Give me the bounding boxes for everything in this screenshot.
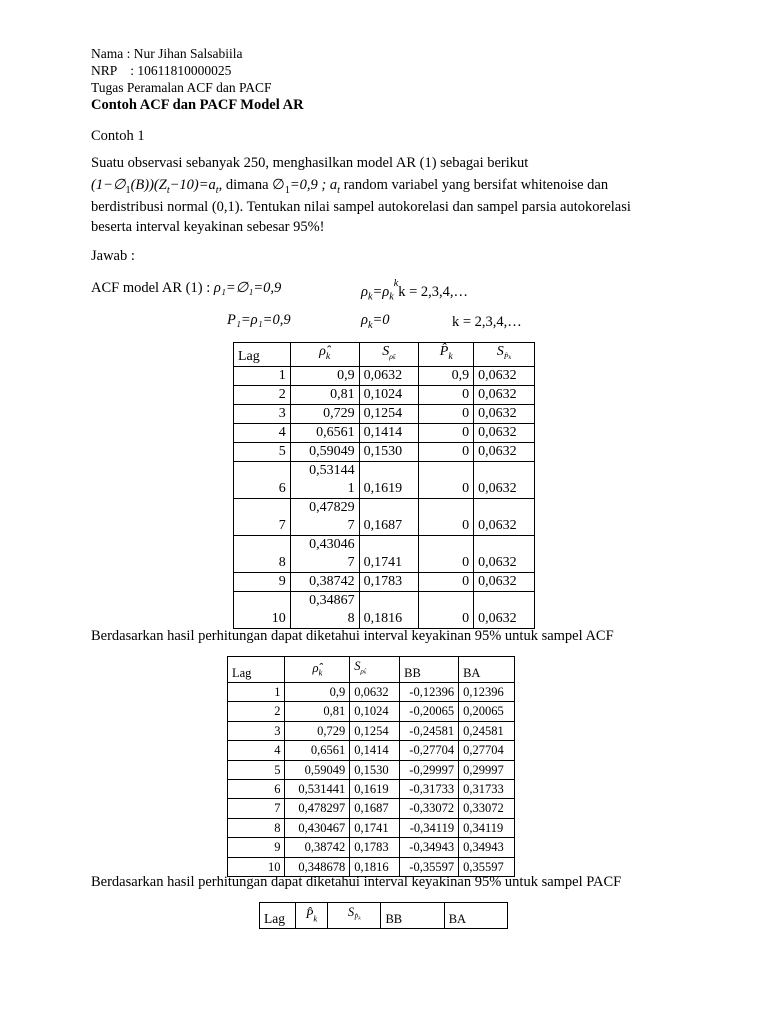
answer-label: Jawab :: [91, 248, 135, 264]
col-p-hat: $P̂_k$: [295, 903, 328, 929]
problem-paragraph-line4: beserta interval keyakinan sebesar 95%!: [91, 219, 325, 235]
cell-lag: 4: [228, 741, 285, 760]
cell-s-rho: 0,1530: [359, 442, 419, 461]
cell-s-rho: 0,1024: [350, 702, 400, 721]
pacf-equation: P₁=ρ₁=0,9: [227, 312, 291, 328]
cell-s-p: 0,0632: [474, 461, 535, 498]
table-row: [234, 572, 535, 591]
eq-part-f: random variabel yang bersifat whitenoise dan: [339, 177, 609, 193]
cell-bb: -0,29997: [400, 760, 459, 779]
table-row: [234, 442, 535, 461]
cell-lag: 9: [234, 572, 291, 591]
document-title: Contoh ACF dan PACF Model AR: [91, 97, 304, 113]
cell-rho-hat: 0,348678: [285, 857, 350, 876]
col-s-p: $S_{P̂_k}$: [474, 343, 535, 367]
cell-s-rho: 0,1024: [359, 385, 419, 404]
col-rho-hat: $\rhô_k$: [290, 343, 359, 367]
cell-p-hat: 0: [419, 423, 474, 442]
col-s-p: $S_{P̂_k}$: [328, 903, 381, 929]
table-row: [228, 741, 515, 760]
cell-bb: -0,33072: [400, 799, 459, 818]
col-lag: Lag: [228, 657, 285, 683]
cell-s-rho: 0,1254: [359, 404, 419, 423]
acf-label: ACF model AR (1) :: [91, 280, 214, 296]
cell-rho-hat: [290, 591, 359, 628]
cell-ba: 0,24581: [459, 721, 515, 740]
cell-rho-hat: 0,59049: [285, 760, 350, 779]
table-row: [234, 461, 535, 498]
cell-s-rho: 0,1619: [350, 779, 400, 798]
cell-ba: 0,20065: [459, 702, 515, 721]
cell-s-rho: 0,1816: [350, 857, 400, 876]
cell-rho-hat: [290, 423, 359, 442]
table-row: [228, 682, 515, 701]
acf-formula-line: [91, 278, 281, 298]
cell-p-hat: 0: [419, 591, 474, 628]
cell-rho-part: 0,38742: [309, 573, 355, 589]
table-row: [228, 838, 515, 857]
cell-s-rho: 0,1414: [350, 741, 400, 760]
eq-part-d: , dimana ∅: [218, 177, 285, 193]
cell-s-rho: 0,1816: [359, 591, 419, 628]
cell-lag: 8: [228, 818, 285, 837]
rho-kk-symbol: ρ: [361, 312, 368, 328]
cell-bb: -0,34119: [400, 818, 459, 837]
cell-lag: 1: [234, 366, 291, 385]
cell-lag: 6: [234, 461, 291, 498]
cell-bb: -0,27704: [400, 741, 459, 760]
table-header-row: [228, 657, 515, 683]
eq-part-c: −10)=a: [169, 177, 216, 193]
cell-rho-part: 7: [347, 554, 355, 570]
cell-p-hat: 0: [419, 572, 474, 591]
cell-ba: 0,35597: [459, 857, 515, 876]
task-title: Tugas Peramalan ACF dan PACF: [91, 80, 272, 95]
student-name: Nama : Nur Jihan Salsabiila: [91, 46, 243, 61]
cell-rho-hat: 0,6561: [285, 741, 350, 760]
cell-rho-hat: 0,729: [285, 721, 350, 740]
cell-rho-part: 0,47829: [309, 499, 355, 515]
cell-s-rho: 0,1619: [359, 461, 419, 498]
cell-p-hat: 0: [419, 461, 474, 498]
cell-lag: 4: [234, 423, 291, 442]
cell-bb: -0,12396: [400, 682, 459, 701]
student-nrp: NRP : 10611810000025: [91, 63, 232, 78]
cell-rho-hat: [290, 366, 359, 385]
col-rho-hat: $\rhô_k$: [285, 657, 350, 683]
cell-s-p: 0,0632: [474, 423, 535, 442]
cell-rho-part: 8: [347, 610, 355, 626]
cell-lag: 8: [234, 535, 291, 572]
cell-bb: -0,35597: [400, 857, 459, 876]
rho-equals: =ρ: [372, 283, 390, 300]
cell-bb: -0,24581: [400, 721, 459, 740]
cell-p-hat: 0,9: [419, 366, 474, 385]
cell-s-p: 0,0632: [474, 498, 535, 535]
cell-rho-part: 1: [347, 480, 355, 496]
cell-s-rho: 0,1414: [359, 423, 419, 442]
table-row: [228, 818, 515, 837]
cell-bb: -0,20065: [400, 702, 459, 721]
eq-part-e: =0,9 ; a: [289, 177, 338, 193]
cell-s-rho: 0,1530: [350, 760, 400, 779]
cell-rho-hat: 0,81: [285, 702, 350, 721]
rho-power: k: [393, 278, 399, 289]
cell-rho-hat: 0,531441: [285, 779, 350, 798]
cell-s-p: 0,0632: [474, 572, 535, 591]
cell-ba: 0,33072: [459, 799, 515, 818]
table-row: [228, 779, 515, 798]
cell-rho-part: 7: [347, 517, 355, 533]
cell-rho-hat: [290, 442, 359, 461]
cell-rho-part: 0,43046: [309, 536, 355, 552]
cell-rho-part: 0,6561: [316, 424, 355, 440]
cell-s-rho: 0,1254: [350, 721, 400, 740]
cell-ba: 0,12396: [459, 682, 515, 701]
cell-lag: 10: [228, 857, 285, 876]
cell-rho-part: 0,34867: [309, 592, 355, 608]
cell-lag: 5: [228, 760, 285, 779]
cell-lag: 3: [234, 404, 291, 423]
cell-ba: 0,34943: [459, 838, 515, 857]
rho-k-range: k = 2,3,4,…: [398, 283, 469, 300]
cell-lag: 7: [228, 799, 285, 818]
table-header-row: [260, 903, 508, 929]
cell-rho-part: 0,53144: [309, 462, 355, 478]
cell-p-hat: 0: [419, 498, 474, 535]
pacf-interval-table: [259, 902, 508, 929]
cell-p-hat: 0: [419, 404, 474, 423]
cell-rho-part: 0,9: [337, 367, 355, 383]
cell-p-hat: 0: [419, 442, 474, 461]
acf-equation: ρ₁=∅₁=0,9: [213, 280, 282, 296]
cell-s-rho: 0,1741: [359, 535, 419, 572]
cell-ba: 0,27704: [459, 741, 515, 760]
col-s-rho: $S_{\rhô_k}$: [359, 343, 419, 367]
table-header-row: [234, 343, 535, 367]
table-row: [234, 404, 535, 423]
cell-lag: 1: [228, 682, 285, 701]
problem-paragraph-line1: Suatu observasi sebanyak 250, menghasilkan model AR (1) sebagai berikut: [91, 155, 529, 171]
table-row: [234, 423, 535, 442]
cell-rho-hat: 0,478297: [285, 799, 350, 818]
cell-s-p: 0,0632: [474, 442, 535, 461]
cell-lag: 9: [228, 838, 285, 857]
col-p-hat: $P̂_k$: [419, 343, 474, 367]
cell-p-hat: 0: [419, 385, 474, 404]
col-s-rho: $S_{\rhô_k}$: [350, 657, 400, 683]
rho-kk-range: k = 2,3,4,…: [452, 314, 522, 330]
acf-pacf-table: [233, 342, 535, 629]
cell-s-rho: 0,1687: [359, 498, 419, 535]
cell-rho-hat: 0,9: [285, 682, 350, 701]
cell-rho-part: 0,59049: [309, 443, 355, 459]
cell-s-p: 0,0632: [474, 535, 535, 572]
col-bb: BB: [400, 657, 459, 683]
eq-part-a: (1−∅: [91, 177, 126, 193]
cell-lag: 6: [228, 779, 285, 798]
cell-s-rho: 0,1741: [350, 818, 400, 837]
cell-s-rho: 0,1783: [350, 838, 400, 857]
rho-k-formula: $\rho_k=\rho_k^kk$ = 2,3,4,…: [361, 278, 469, 303]
table-row: [228, 760, 515, 779]
pacf-formula: [227, 310, 291, 330]
cell-rho-hat: [290, 461, 359, 498]
problem-equation-line: $(1-\emptyset_1(B))(Z_t-10)=a_t$, dimana $\emptyset_1=0,9$ ; $a_t$ random variabel yang bersifat whitenoise dan: [91, 177, 609, 196]
cell-lag: 10: [234, 591, 291, 628]
cell-rho-hat: [290, 572, 359, 591]
pacf-interval-caption: Berdasarkan hasil perhitungan dapat diketahui interval keyakinan 95% untuk sampel PACF: [91, 874, 622, 890]
acf-interval-caption: Berdasarkan hasil perhitungan dapat diketahui interval keyakinan 95% untuk sampel ACF: [91, 628, 614, 644]
table-row: [228, 799, 515, 818]
problem-paragraph-line3: berdistribusi normal (0,1). Tentukan nilai sampel autokorelasi dan sampel parsia autokorelasi: [91, 199, 631, 215]
cell-rho-part: 0,729: [323, 405, 355, 421]
cell-bb: -0,31733: [400, 779, 459, 798]
cell-s-p: 0,0632: [474, 366, 535, 385]
cell-s-rho: 0,0632: [359, 366, 419, 385]
table-row: [228, 721, 515, 740]
cell-p-hat: 0: [419, 535, 474, 572]
cell-lag: 3: [228, 721, 285, 740]
table-row: [228, 702, 515, 721]
rho-kk-formula: $\rho_k=0$: [361, 312, 390, 331]
cell-ba: 0,34119: [459, 818, 515, 837]
cell-rho-part: 0,81: [330, 386, 355, 402]
cell-lag: 2: [234, 385, 291, 404]
col-lag: Lag: [234, 343, 291, 367]
table-row: [234, 591, 535, 628]
table-row: [234, 385, 535, 404]
col-bb: BB: [381, 903, 444, 929]
cell-rho-hat: 0,38742: [285, 838, 350, 857]
table-row: [234, 535, 535, 572]
cell-bb: -0,34943: [400, 838, 459, 857]
rho-kk-equals: =0: [372, 312, 390, 328]
cell-s-p: 0,0632: [474, 591, 535, 628]
cell-lag: 7: [234, 498, 291, 535]
cell-s-rho: 0,0632: [350, 682, 400, 701]
rho-symbol: ρ: [361, 283, 368, 300]
acf-interval-table: [227, 656, 515, 877]
col-lag: Lag: [260, 903, 296, 929]
cell-ba: 0,31733: [459, 779, 515, 798]
cell-rho-hat: [290, 535, 359, 572]
eq-part-b: (B))(Z: [130, 177, 167, 193]
cell-s-p: 0,0632: [474, 385, 535, 404]
table-row: [234, 498, 535, 535]
cell-s-rho: 0,1783: [359, 572, 419, 591]
table-row: [234, 366, 535, 385]
cell-rho-hat: [290, 385, 359, 404]
cell-s-rho: 0,1687: [350, 799, 400, 818]
cell-ba: 0,29997: [459, 760, 515, 779]
cell-rho-hat: [290, 404, 359, 423]
cell-lag: 5: [234, 442, 291, 461]
cell-lag: 2: [228, 702, 285, 721]
col-ba: BA: [444, 903, 507, 929]
col-ba: BA: [459, 657, 515, 683]
cell-s-p: 0,0632: [474, 404, 535, 423]
example-heading: Contoh 1: [91, 128, 145, 144]
cell-rho-hat: [290, 498, 359, 535]
cell-rho-hat: 0,430467: [285, 818, 350, 837]
